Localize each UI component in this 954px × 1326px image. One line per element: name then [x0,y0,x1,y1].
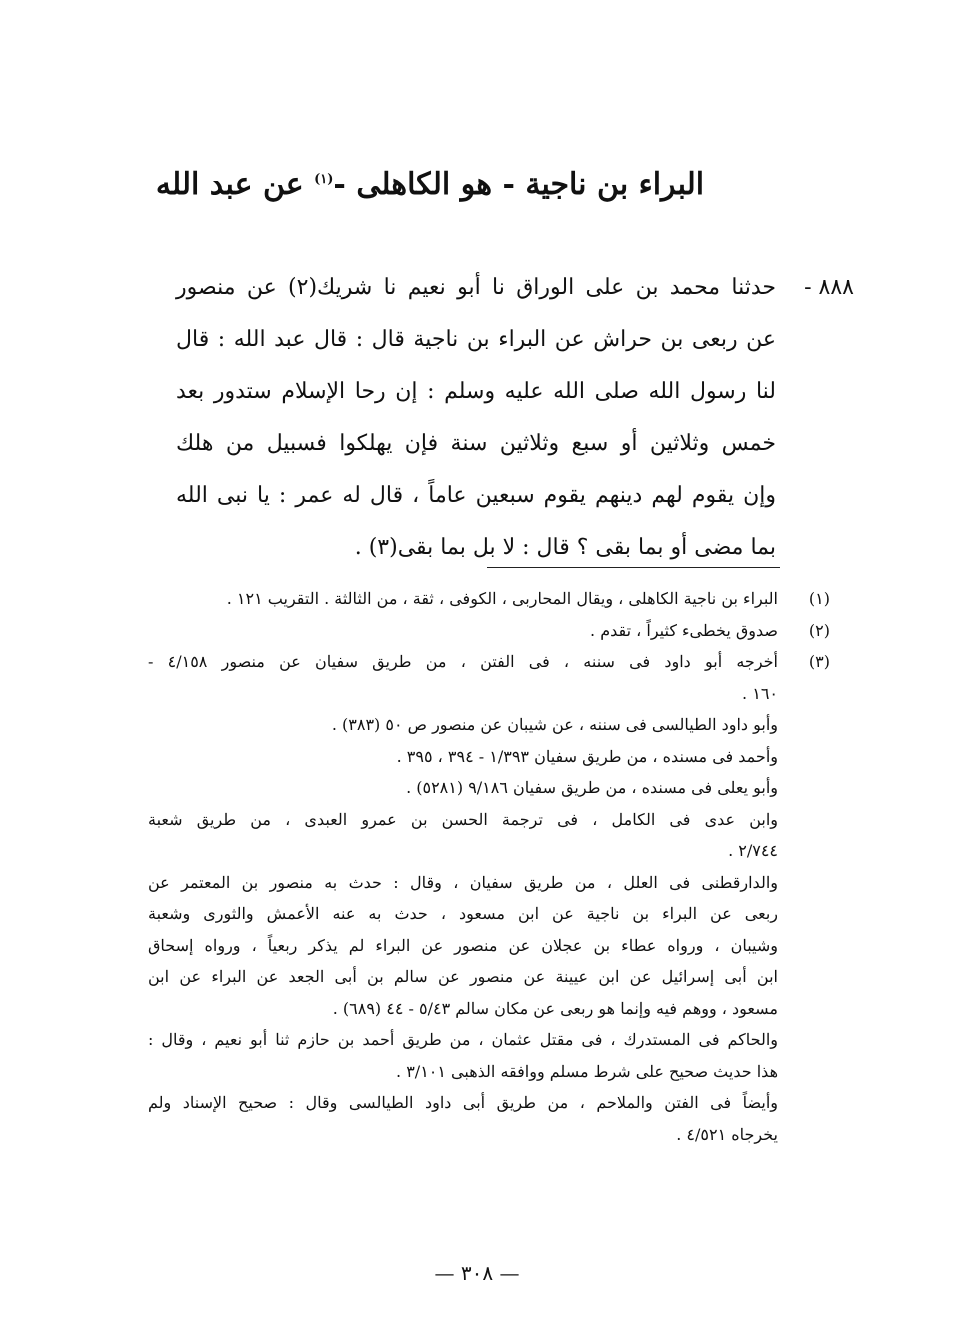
footnote-line: وأيضاً فى الفتن والملاحم ، من طريق أبى داود الطيالسى وقال : صحيح الإسناد ولم [148,1093,778,1112]
footnote-line: وأحمد فى مسنده ، من طريق سفيان ١/٣٩٣ - ٣٩٤ ، ٣٩٥ . [396,746,778,766]
footnote-line: وأبو داود الطيالسى فى سننه ، عن شيبان عن منصور ص ٥٠ (٣٨٣) . [331,715,778,734]
hadith-line: بما مضى أو بما بقى ؟ قال : لا بل بما بقى(٣) . [354,535,776,560]
footnote-line: والدارقطنى فى العلل ، من طريق سفيان ، وقال : حدث به منصور بن المعتمر عن [148,872,778,892]
footnote-2 [148,615,830,647]
hadith-line: لنا رسول الله صلى الله عليه وسلم : إن رحا الإسلام ستدور بعد [176,379,776,404]
footnote-line: البراء بن ناجية الكاهلى ، ويقال المحاربى ، الكوفى ، ثقة ، من الثالثة . التقريب ١٢١ . [226,589,778,608]
title-footnote-marker: (١) [314,172,334,187]
chapter-title [150,165,710,205]
hadith-line: وإن يقوم لهم دينهم يقوم سبعين عاماً ، قال له عمر : يا نبى الله [176,483,776,508]
footnote-label: (٢) [808,620,830,640]
footnote-line: وابن عدى فى الكامل ، فى ترجمة الحسن بن عمرو العبدى ، من طريق شعبة [148,809,778,829]
footnote-line: ١٦٠ . [742,683,778,703]
footnote-line: يخرجاه ٤/٥٢١ . [676,1124,778,1144]
footnote-line: وشيبان ، ورواه عطاء بن عجلان عن منصور عن البراء لم يذكر ربعياً ، ورواه إسحاق [148,935,778,955]
footnote-line: صدوق يخطىء كثيراً ، تقدم . [590,620,778,640]
chapter-title-end: عن عبد الله [155,167,315,202]
hadith-line: عن ربعى بن حراش عن البراء بن ناجية قال : قال عبد الله : قال [176,327,776,352]
hadith-number-text: ٨٨٨ - [804,275,854,300]
footnote-label: (٣) [808,652,830,671]
chapter-title-text: البراء بن ناجية - هو الكاهلى - [333,167,705,202]
footnote-line: ٢/٧٤٤ . [728,841,778,860]
footnote-3 [148,646,830,1150]
hadith-line: حدثنا محمد بن على الوراق نا أبو نعيم نا شريك(٢) عن منصور [176,275,777,300]
footnotes [148,583,830,1150]
footnote-line: وأبو يعلى فى مسنده ، من طريق سفيان ٩/١٨٦ (٥٢٨١) . [406,778,778,797]
page-number: — ٣٠٨ — [434,1261,520,1285]
footnote-1 [148,583,830,615]
footnote-line: أخرجه أبو داود فى سننه ، فى الفتن ، من طريق سفيان عن منصور ٤/١٥٨ - [148,652,778,671]
hadith-line: خمس وثلاثين أو سبع وثلاثين سنة فإن يهلكوا فسبيل من هلك [176,431,776,456]
footnote-line: هذا حديث صحيح على شرط مسلم ووافقه الذهبى ٣/١٠١ . [396,1061,778,1081]
hadith-text [176,262,776,574]
footnote-label: (١) [808,589,830,608]
footnote-line: ابن أبى إسرائيل عن ابن عيينة عن منصور عن سالم بن أبى الجعد عن البراء عن ابن [148,967,778,986]
footnote-line: ربعى عن البراء بن ناجية عن ابن مسعود ، حدث به عنه الأعمش والثورى وشعبة [148,904,778,923]
footnote-line: والحاكم فى المستدرك ، فى مقتل عثمان ، من طريق أحمد بن حازم ثنا أبو نعيم ، وقال : [148,1030,778,1049]
footnote-divider [487,567,780,568]
footnote-line: مسعود ، ووهم فيه وإنما هو ربعى عن مكان سالم ٥/٤٣ - ٤٤ (٦٨٩) . [332,998,778,1018]
